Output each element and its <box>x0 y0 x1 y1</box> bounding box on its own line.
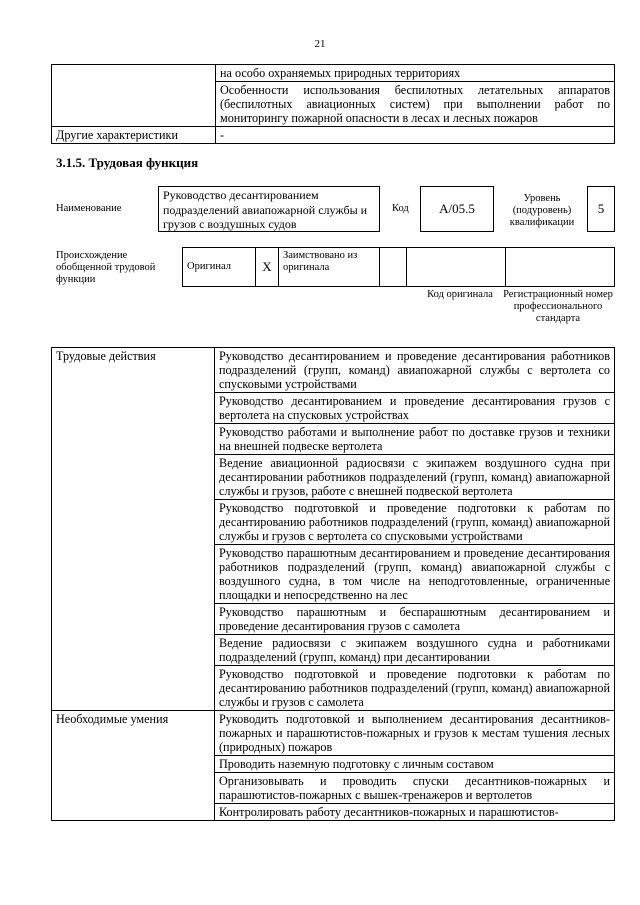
list-item: Руководство парашютным и беспарашютным десантированием и проведение десантирования грузов с самолета <box>215 604 615 635</box>
list-item: Организовывать и проводить спуски десантников-пожарных и парашютистов-пожарных с вышек-тренажеров и вертолетов <box>215 773 615 804</box>
row-label: Другие характеристики <box>52 127 216 144</box>
list-item: Руководить подготовкой и выполнением десантирования десантников-пожарных и парашютистов-пожарных и грузов к местам тушения лесных (природных) пожаров <box>215 711 615 756</box>
list-item: Ведение радиосвязи с экипажем воздушного судна и работниками подразделений (групп, команд) при десантировании <box>215 635 615 666</box>
row-label: Трудовые действия <box>52 348 215 711</box>
labor-function-table <box>51 347 615 821</box>
reg-number-caption: Регистрационный номер профессионального стандарта <box>503 289 613 324</box>
function-code: А/05.5 <box>420 186 494 232</box>
section-title: 3.1.5. Трудовая функция <box>56 155 199 170</box>
original-label: Оригинал <box>183 248 256 287</box>
list-item: Руководство десантированием и проведение десантирования работников подразделений (групп, команд) авиапожарной службы с вертолета со спусковыми устройствами <box>215 348 615 393</box>
row-label: Необходимые умения <box>52 711 215 821</box>
list-item: Руководство подготовкой и проведение подготовки к работам по десантированию работников подразделений (групп, команд) авиапожарной службы и грузов с самолета <box>215 666 615 711</box>
original-mark: Х <box>256 248 279 287</box>
list-item: Руководство подготовкой и проведение подготовки к работам по десантированию работников подразделений (групп, команд) авиапожарной службы и грузов с вертолета со спусковыми устройствами <box>215 500 615 545</box>
code-original-cell <box>407 248 506 287</box>
table-cell: на особо охраняемых природных территориях <box>216 65 615 82</box>
list-item: Руководство десантированием и проведение десантирования грузов с вертолета на спусковых устройствах <box>215 393 615 424</box>
list-item: Руководство парашютным десантированием и проведение десантирования работников подразделений (групп, команд) авиапожарной службы с воздушного судна, в том числе на неподготовленные, ограниченные площадки и непосредственно на лес <box>215 545 615 604</box>
table-cell: Особенности использования беспилотных летательных аппаратов (беспилотных авиационных систем) при выполнении работ по мониторингу пожарной опасности в лесах и лесных пожаров <box>216 82 615 127</box>
origin-table <box>182 247 615 287</box>
function-name: Руководство десантированием подразделений авиапожарной службы и грузов с воздушных судов <box>158 186 380 232</box>
code-original-caption: Код оригинала <box>427 289 493 300</box>
list-item: Проводить наземную подготовку с личным составом <box>215 756 615 773</box>
list-item: Ведение авиационной радиосвязи с экипажем воздушного судна при десантировании работников подразделений (групп, команд) авиапожарной службы и грузов, работе с внешней подвеской вертолета <box>215 455 615 500</box>
reg-number-cell <box>506 248 615 287</box>
name-label: Наименование <box>56 203 122 214</box>
code-label: Код <box>392 203 409 214</box>
table-cell-empty <box>52 65 216 127</box>
list-item: Контролировать работу десантников-пожарных и парашютистов- <box>215 804 615 821</box>
list-item: Руководство работами и выполнение работ по доставке грузов и техники на внешней подвеске вертолета <box>215 424 615 455</box>
borrowed-label: Заимствовано из оригинала <box>279 248 380 287</box>
table-cell: - <box>216 127 615 144</box>
page-number: 21 <box>314 38 326 50</box>
table-cell-empty <box>380 248 407 287</box>
level-value: 5 <box>587 186 615 232</box>
level-label: Уровень (подуровень) квалификации <box>509 193 575 228</box>
top-characteristics-table <box>51 64 615 144</box>
origin-label: Происхождение обобщенной трудовой функции <box>56 250 156 285</box>
